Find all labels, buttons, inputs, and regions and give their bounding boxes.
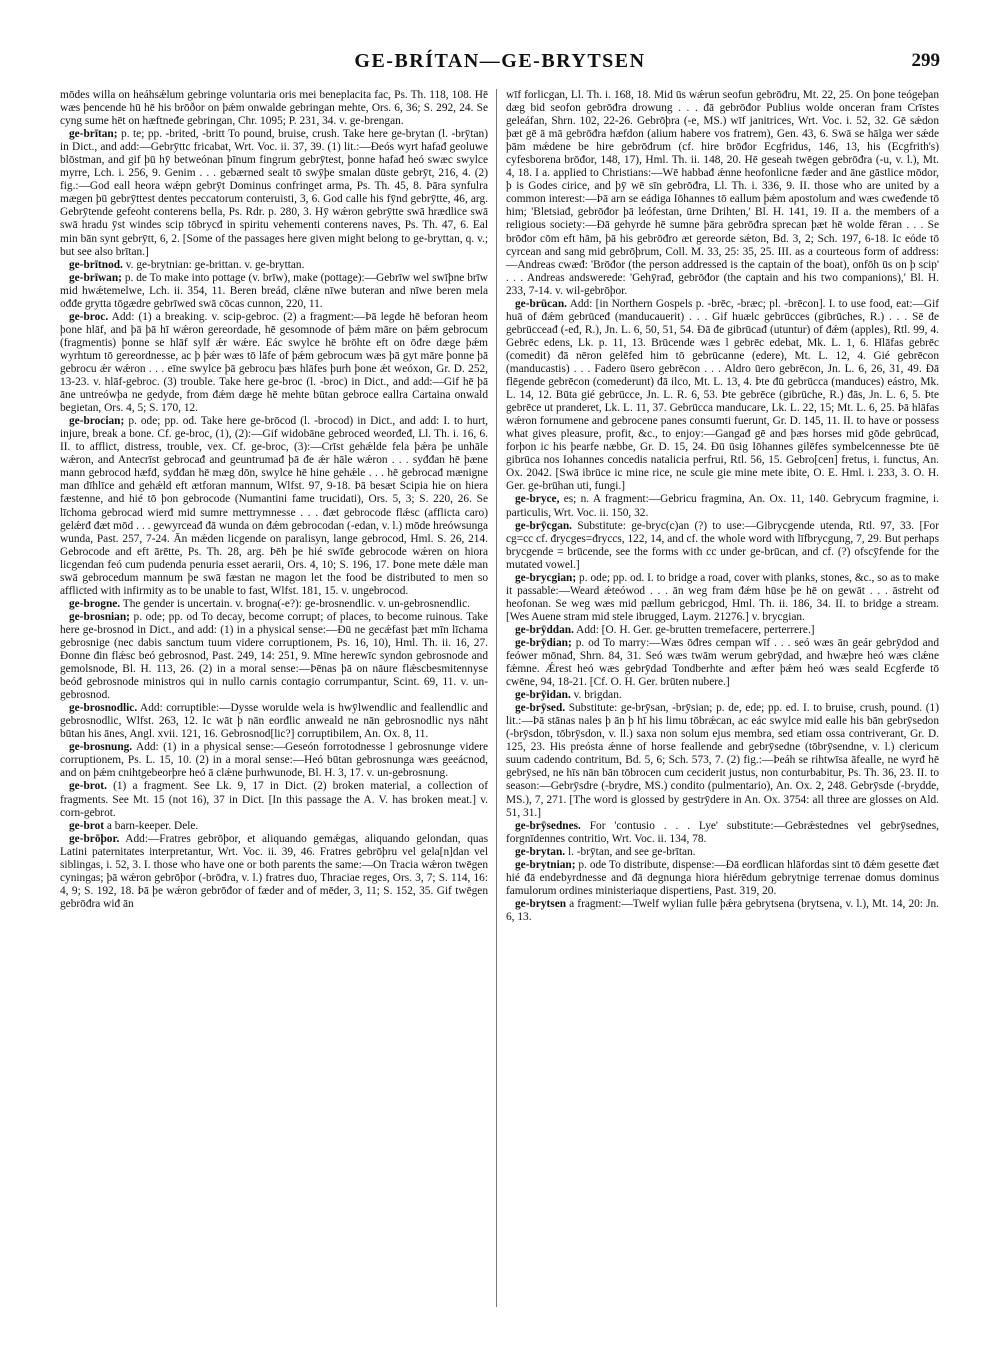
entry-text: p. ode; pp. od To decay, become corrupt; of places, to become ruinous. Take here ge-brosnod in Dict., and add: (1) in a physical sense:—Đū ne gecǽfast þæt mīn līchama gebrosnige (nec dabis sanctum tuum videre corruptionem, Ps. 16, 10), Hml. Th. ii. 16, 27. Đonne đin flǽsc beó gebrosnod, Past. 249, 14: 251, 9. Mīne herewīc syndon gebrosnode and gemolsnode, Bl. H. 113, 26. (2) in a moral sense:—Þēnas þā on nāure flǽscbesmitennyse beóđ gebrosnode ministros qui in nullo carnis contagio corrumpantur, Scint. 69, 11. v. un-gebrosnod. xyxy=(60,610,488,702)
dictionary-entry xyxy=(506,820,939,846)
entry-headword: ge-brȳsednes. xyxy=(515,819,581,832)
entry-headword: ge-bryce, xyxy=(515,493,560,506)
entry-headword: ge-brosnian; xyxy=(69,610,130,623)
entry-text: (1) a fragment. See Lk. 9, 17 in Dict. (2) broken material, a collection of fragments. See Mt. 15 (not 16), 37 in Dict. [In this passage the A. V. has broken meat.] v. corn-gebrot. xyxy=(60,780,488,819)
entry-headword: ge-brocian; xyxy=(69,415,125,428)
dictionary-entry xyxy=(506,898,939,924)
entry-text: v. ge-brytnian: ge-brittan. v. ge-bryttan. xyxy=(125,258,305,271)
dictionary-entry xyxy=(60,272,488,311)
entry-text: Substitute: ge-bryc(c)an (?) to use:—Gibrycgende utenda, Rtl. 97, 33. [For cg=cc cf. đrycges=đryccs, 122, 14, and cf. the whole word with līfbrycgung, 7, 29. But perhaps brycgende = brūcende, see the forms with cc under ge-brūcan, and cf. (?) ofscȳfende for the mutated vowel.] xyxy=(506,519,939,571)
dictionary-entry xyxy=(506,520,939,572)
dictionary-entry xyxy=(60,611,488,702)
dictionary-entry xyxy=(60,833,488,911)
dictionary-entry xyxy=(506,859,939,898)
entry-text: wīf forlicgan, Ll. Th. i. 168, 18. Mid ūs wǽrun seofun gebrōđru, Mt. 22, 25. On þone teógeþan dæg bid seofon gebrōđra drowung . . . đā gebrōđor Publius wolde onceran fram Crīstes geleáfan, Shrn. 102, 22-26. Gebrōþra (-e, MS.) wīf janitrices, Wrt. Voc. i. 52, 32. Gē sǽdon þæt gē ā mā gebrōđra hæfdon (alium habere vos fratrem), Gen. 43, 6. Swā se hālga wer sǽde þām mǽdene be hire gebrōđrum (cf. hire brōđor Ecgfridus, 146, 13, his (Ecgfrith's) cyfesborena brōđor, 148, 17), Hml. Th. ii. 148, 20. Hē geseah twēgen gebrōđra (-u, v. l.), Mt. 4, 18. I a. applied to Christians:—Wē habbađ ǽnne heofonlicne fæder and āne gāstlice mōdor, þ is Godes cirice, and þȳ wē sīn gebrōđra, Ll. Th. i. 336, 9. II. those who are united by a common interest:—Þā arn se eádiga Iōhannes tō eallum þǽm apostolum and wæs cweđende tō him; 'Bletsiađ, gebrōđor þā leófestan, ūrne Drihten,' Bl. H. 141, 19. II a. the members of a religious society:—Đā gehyrde hē sumne þāra gebrōđra sprecan þæt hē wolde fēran . . . Se brōđor cōm eft hām, þā his gebrōđro æt gereorde sǽton, Bd. 3, 2; Sch. 197, 6-18. Ic eóde tō cyrcean and sang mid gebrōþrum, Coll. M. 33, 25: 35, 25. III. as a courteous form of address:—Andreas cwæđ: 'Brōđor (the person addressed is the captain of the boat), onfōh ūs on þ scip' . . . Andreas andswerede: 'Gehȳrađ, gebrōđor (the captain and his two companions),' Bl. H. 233, 7-14. v. wil-gebrōþor. xyxy=(506,89,939,297)
entry-headword: ge-brītan; xyxy=(69,128,118,141)
page-number: 299 xyxy=(911,50,940,71)
entry-text: es; n. A fragment:—Gebricu fragmina, An. Ox. 11, 140. Gebrycum fragmine, i. particulis, Wrt. Voc. ii. 150, 32. xyxy=(506,493,939,519)
entry-text: Add: [in Northern Gospels p. -brēc, -bræc; pl. -brēcon]. I. to use food, eat:—Gif huā of đǽm gebrūceđ (manducauerit) . . . Gif huælc gebrūcces (gibrūches, R.) . . . Sē đe gebrūcceađ (-eđ, R.), Jn. L. 6, 50, 51, 54. Đā đe gibrūcađ (utuntur) of đǽm (apples), Rtl. 99, 4. Gebrēc edens, Lk. p. 11, 13. Brūcende wæs l gebrēc edebat, Mk. L. 1, 6. Hlāfas gebrēc (comedit) đā nēron gelēfed him tō gebrūcanne (edere), Mt. L. 12, 4. Gié gebrēcon (manducastis) . . . Fadero ūsero gebrēcon . . . Aldro ūero gebrēcon, Jn. L. 6, 26, 31, 49. Đā flēgende gebrēcon (comederunt) đā ilco, Mt. L. 13, 4. Þte đū gebrūcca (manduces) eástro, Mk. L. 14, 12. Būta gié gebrūcce, Jn. L. R. 6, 53. Þte gebrēce (gibrūche, R.) đās, Jn. L. 6, 5. Þte gebrēce ut pranderet, Lk. L. 11, 37. Gebrūcca manducare, Lk. L. 22, 15; Mt. L. 6, 25. Þā hlāfas wǽron fornumene and gebrocene panes consumti fuerunt, Gr. D. 145, 11. II. to have or possess what gives pleasure, profit, &c., to enjoy:—Gangađ gē and þæs horses mid gōde gebrūcađ, forþon ic his þearfe næbbe, Gr. D. 15, 24. Đū ūsig Iōhannes gilēfes symbelcennesse Þte ūē gibrūca nos Iohannes concedis natalicia perfrui, Rtl. 56, 15. Gebro[cen] fretus, i. functus, An. Ox. 2042. [Swā ibrūce ic mine rice, ne scule gie mine mete ibite, O. E. Hml. i. 233, 3. O. H. Ger. ge-brūhan uti, fungi.] xyxy=(506,297,939,493)
dictionary-entry xyxy=(60,598,488,611)
entry-headword: ge-brytan. xyxy=(515,845,566,858)
dictionary-entry xyxy=(506,846,939,859)
entry-headword: ge-brȳcgan. xyxy=(515,519,573,532)
entry-text: Add: (1) a breaking. v. scip-gebroc. (2) a fragment:—Þā legde hē beforan heom þone hlāf, and þā þā hī wǽron gereordade, hē gesomnode of þǽm māre on þǽm gebrocum (fragmentis) þonne se hlāf sylf ǽr wǽre. Eác swylce hē brōhte eft on ōđre dæge þǽm wyrhtum tō gereordnesse, ac þ þǽr wæs tō lāfe of þǽm gebrocum wæs þā gyt māre þonne þā gebrocu ǽr wǽron . . . eīne swylce þā gebrocu þæs hlāfes þurh þone ǽt weóxon, Gr. D. 252, 13-23. v. hlāf-gebroc. (3) trouble. Take here ge-broc (l. -broc) in Dict., and add:—Gif hē þā āne untreówþa ne gedyde, from đǽm dæge hē mehte būtan gebroce eallra Cartaina onwald begietan, Ors. 4, 5; S. 170, 12. xyxy=(60,310,488,415)
entry-headword: ge-brosnung. xyxy=(69,741,133,754)
entry-text: v. brigdan. xyxy=(573,689,622,702)
right-column xyxy=(506,89,939,1309)
dictionary-entry xyxy=(60,311,488,415)
entry-headword: ge-brot. xyxy=(69,780,107,793)
dictionary-entry xyxy=(506,493,939,519)
entry-headword: ge-brycgian; xyxy=(515,571,577,584)
dictionary-entry xyxy=(60,259,488,272)
entry-headword: ge-brȳdian; xyxy=(515,636,572,649)
running-title: GE-BRÍTAN—GE-BRYTSEN xyxy=(354,50,646,72)
entry-text: a fragment:—Twelf wylian fulle þǽra gebrytsena (brytsena, v. l.), Mt. 14, 20: Jn. 6, 13. xyxy=(506,897,939,923)
dictionary-entry xyxy=(506,702,939,819)
dictionary-entry xyxy=(60,89,488,128)
dictionary-entry xyxy=(60,702,488,741)
entry-text: p. od To marry:—Wæs ōđres cempan wīf . . . seó wæs ān geár gebrȳdod and feówer mōnađ, Shrn. 84, 31. Seó wæs twām werum gebrȳdad, and hwæþre heó wæs clǽne fǽmne. Ǽrest heó wæs gebrȳdad Tondberhte and æfter þǽm heó wæs seald Ecgferđe tō cwēne, 94, 18-21. [Cf. O. H. Ger. brūten nubere.] xyxy=(506,636,939,689)
dictionary-entry xyxy=(60,780,488,819)
page-header xyxy=(60,50,940,84)
entry-text: l. -brȳtan, and see ge-brītan. xyxy=(567,845,696,858)
entry-text: a barn-keeper. Dele. xyxy=(106,819,199,832)
entry-headword: ge-brot xyxy=(69,819,105,832)
dictionary-entry xyxy=(506,572,939,624)
dictionary-entry xyxy=(60,415,488,598)
entry-headword: ge-brȳidan. xyxy=(515,689,571,702)
dictionary-entry xyxy=(60,128,488,258)
entry-text: p. te; pp. -brited, -britt To pound, bruise, crush. Take here ge-brytan (l. -brȳtan) in Dict., and add:—Gebrȳttc fricabat, Wrt. Voc. ii. 37, 39. (1) lit.:—Đeós wyrt hafađ geoluwe blōstman, and gif þū hȳ betweónan þīnum fingrum gebrȳtest, þonne hafađ heó swæc swylce myrre, Lch. i. 256, 9. Genim . . . gebærned sealt tō swȳþe smalan dūste gebrȳt, 216, 4. (2) fig.:—God eall heora wǽpn gebrȳt Dominus confringet arma, Ps. Th. 45, 8. Þāra synfulra mægen þū gebrȳttest dentes peccatorum conteruisti, 3, 6. God calle his fȳnd gebrȳtte, 46, arg. Gebrȳtende gefeoht conterens bella, Ps. Rdr. p. 280, 3. Hȳ wǽron gebrȳtte swā hrædlice swā swā hradu ȳst windes scip tōbrycđ in spiritu vehementi conterens naves, Ps. Th. 47, 6. Eal min bān synt gebrȳtt, 6, 2. [Some of the passages here given might belong to ge-bryttan, q. v.; but see also brītan.] xyxy=(60,128,488,258)
dictionary-entry xyxy=(506,637,939,689)
entry-text: For 'contusio . . . Lye' substitute:—Gebrǽstednes vel gebrȳsednes, forgnīdennes contritio, Wrt. Voc. ii. 134, 78. xyxy=(506,819,939,845)
dictionary-entry xyxy=(506,624,939,637)
entry-text: Add: corruptible:—Dysse worulde wela is hwȳlwendlic and feallendlic and gebrosnodlic, Wlfst. 263, 12. Ic wāt þ nān eorđlic anweald ne nān gebrosnodlic nys nāht būtan his ānes, Angl. xvii. 121, 16. Gebrosnod[lic?] corruptibilem, An. Ox. 8, 11. xyxy=(60,702,488,741)
entry-headword: ge-brȳsed. xyxy=(515,702,566,715)
entry-text: p. ode; pp. od. Take here ge-brōcod (l. -brocod) in Dict., and add: I. to hurt, injure, break a bone. Cf. ge-broc, (1), (2):—Gif widobāne gebroced weorđeđ, Ll. Th. i. 16, 6. II. to afflict, distress, trouble, vex. Cf. ge-broc, (3):—Crīst gehǽlde fela þǽra þe unhāle wǽron, and Antecrīst gebrocađ and geuntrumađ þā đe ǽr hāle wǽron . . . syđđan hē þæne mann gebrocod hæfđ, syđđan hē mæg dōn, swylce hē hine gehǽle . . . hē gebrocađ mænigne man dīhlīce and gehǽld eft ætforan mannum, Wlfst. 97, 9-18. Þā besæt Scipia hie on hiera fæstenne, and hié tō þon gebrocode (Numantini fame trucidati), Ors. 5, 3; S. 220, 26. Se līchoma gebrocad wierđ mid sumre mettrymnesse . . . đæt gebrocode flǽsc (afflicta caro) gelǽrđ đæt mōd . . . gewyrceađ đā wunda on đǽm gebrocodan (-edan, v. l.) mōde hreówsunga wunda, Past. 257, 7-24. Ān mǽden licgende on paralisyn, lange gebrocod, Hml. S. 26, 214. Gebrocode and eft ārētte, Ps. Th. 28, arg. Þēh þe hié swīđe gebrocode wǽren on hiora licgendan feó cum pudenda penuria esset aerarii, Ors. 4, 10; S. 196, 17. Þone mete dǽle man swā gebrocedum mannum þe swā fæstan ne magon let the food be distributed to men so afflicted with infirmity as to be unable to fast, Wlfst. 181, 15. v. ungebrocod. xyxy=(60,415,488,597)
entry-text: p. ode; pp. od. I. to bridge a road, cover with planks, stones, &c., so as to make it passable:—Weard ǽteówod . . . ān weg fram đǽm hūse þe hē on gewāt . . . āstreht ođ heofonan. Se weg wæs mid pællum gebricgod, Hml. Th. ii. 186, 34. II. to bridge a stream. [Wes Auene stram mid stele ibrugged, Laym. 21276.] v. brycgian. xyxy=(506,571,939,623)
entry-headword: ge-brūcan. xyxy=(515,297,567,310)
dictionary-entry xyxy=(506,89,939,298)
entry-text: p. ode To distribute, dispense:—Đā eorđlican hlāfordas sint tō đǽm gesette đæt hié đā endebyrdnesse and đā degnunga hiora hiérēdum gebrytnige terrenae domus dominus famulorum ordines ministeriaque dispertiens, Past. 319, 20. xyxy=(506,858,939,897)
dictionary-entry xyxy=(60,741,488,780)
dictionary-entry xyxy=(60,820,488,833)
entry-headword: ge-brītnod. xyxy=(69,258,123,271)
entry-headword: ge-brytnian; xyxy=(515,858,576,871)
entry-text: mōdes willa on heáhsǽlum gebringe voluntaria oris mei beneplacita fac, Ps. Th. 118, 108. Hē wæs þencende hū hē his brōðor on þǽm onwalde gebringan mehte, Ors. 6, 36; S. 292, 24. Se cyng sume hēt on hæftneđe gebringan, Chr. 1095; P. 231, 34. v. ge-brengan. xyxy=(60,89,488,128)
dictionary-entry xyxy=(506,689,939,702)
entry-headword: ge-brytsen xyxy=(515,897,567,910)
entry-text: Add: (1) in a physical sense:—Geseón forrotodnesse l gebrosnunge videre corruptionem, Ps. L. 15, 10. (2) in a moral sense:—Heó būtan gebrosnunga wæs geeácnod, and on þǽm cnihtgebeorþre heó ā clǽne þurhwunode, Bl. H. 3, 17. v. un-gebrosnung. xyxy=(60,741,488,780)
entry-headword: ge-brosnodlic. xyxy=(69,702,138,715)
entry-headword: ge-brīwan; xyxy=(69,271,122,284)
left-column xyxy=(60,89,488,1309)
entry-headword: ge-brogne. xyxy=(69,597,121,610)
dictionary-entry xyxy=(506,298,939,494)
entry-text: Substitute: ge-brȳsan, -brȳsian; p. de, ede; pp. ed. I. to bruise, crush, pound. (1) lit.:—Þā stānas nales þ ān þ hī his limu tōbrǽcan, ac eác swylce mid ealle his bān gebrȳsedon (-brȳsdon, tōbrȳsdon, v. ll.) saxa non solum ejus membra, sed etiam ossa contriverant, Gr. D. 125, 23. His preósta ǽnne of horse feallende and gebrȳsedne (tōbrȳsendne, v. l.) clericum suum cadendo contritum, Bd. 5, 6; Sch. 573, 7. (2) fig.:—Þeáh se rihtwīsa āfealle, ne wyrđ hē gebrȳsed, ne hīs nān bān tōbrocen cum ceciderit justus, non conturbabitur, Ps. Th. 36, 23. II. to season:—Gebrȳsdre (-brydre, MS.) condito (pulmentario), An. Ox. 2, 248. Gebrȳsde (-brydde, MS.), 7, 271. [The word is glossed by gestrȳdere in An. Ox. 3754: all three are glosses on Ald. 51, 31.] xyxy=(506,702,939,819)
entry-text: The gender is uncertain. v. brogna(-e?): ge-brosnendlic. v. un-gebrosnendlic. xyxy=(122,597,471,610)
entry-text: Add: [O. H. Ger. ge-brutten tremefacere, perterrere.] xyxy=(576,623,815,636)
entry-headword: ge-broc. xyxy=(69,310,109,323)
entry-text: Add:—Fratres gebrōþor, et aliquando gemǽgas, aliquando gelondan, quas Latini paternitates interpretantur, Wrt. Voc. ii. 39, 46. Fratres gebrōþru vel gela[n]dan vel siblingas, i. 52, 3. I. those who have one or both parents the same:—On Tracia wǽron twēgen cyningas; þā wǽron gebrōþor (-brōđra, v. l.) fratres duo, Thraciae reges, Ors. 3, 7; S. 114, 16: 4, 9; S. 192, 18. Þā þe wǽron gebrōđor of fæder and of mēder, 3, 11; S. 152, 35. Gif twēgen gebrōđra wiđ ān xyxy=(60,832,488,910)
entry-text: p. de To make into pottage (v. brīw), make (pottage):—Gebrīw wel swīþne brīw mid hwǽtemelwe, Lch. ii. 354, 11. Beren breád, clǽne nīwe buteran and nīwe beren mela ođđe grytta tōgædre gebrīwed swā cōcas cunnon, 220, 11. xyxy=(60,271,488,310)
entry-headword: ge-brȳddan. xyxy=(515,623,574,636)
column-divider xyxy=(496,89,497,1307)
entry-headword: ge-brōþor. xyxy=(69,832,120,845)
